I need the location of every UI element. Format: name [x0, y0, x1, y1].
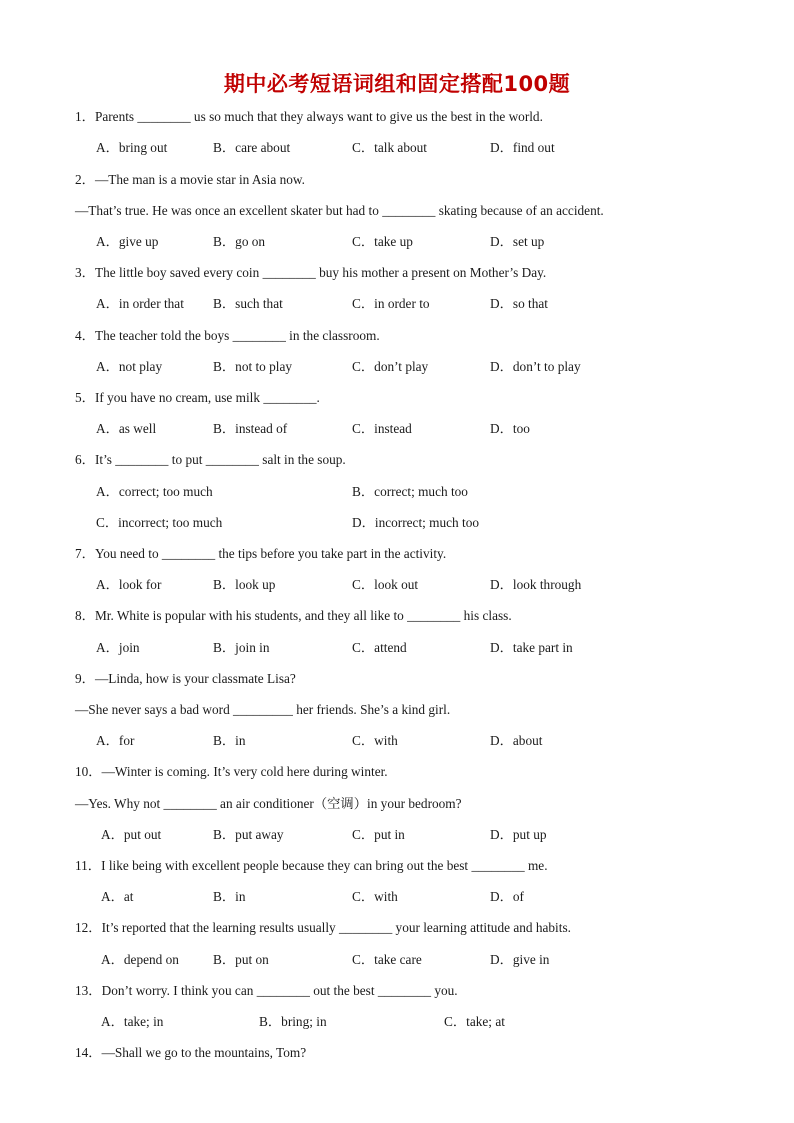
question-11-stem: 11．I like being with excellent people because they can bring out the best ________ me.	[75, 858, 548, 873]
question-1-option-a[interactable]: A．bring out	[96, 140, 168, 155]
question-12-option-d[interactable]: D．give in	[490, 952, 550, 967]
question-4-option-d[interactable]: D．don’t to play	[490, 359, 581, 374]
question-5-stem: 5．If you have no cream, use milk ________.	[75, 390, 320, 405]
question-10-option-d[interactable]: D．put up	[490, 827, 547, 842]
question-2-dialogue: —That’s true. He was once an excellent skater but had to ________ skating because of an accident.	[75, 203, 604, 218]
question-8-option-b[interactable]: B．join in	[213, 640, 270, 655]
question-6-option-b[interactable]: B．correct; much too	[352, 484, 468, 499]
question-14-stem: 14．—Shall we go to the mountains, Tom?	[75, 1045, 307, 1060]
question-3-option-a[interactable]: A．in order that	[96, 296, 184, 311]
question-6-option-c[interactable]: C．incorrect; too much	[96, 515, 223, 530]
question-10-dialogue: —Yes. Why not ________ an air conditioner（空调）in your bedroom?	[75, 796, 462, 811]
question-7-option-b[interactable]: B．look up	[213, 577, 276, 592]
question-12-option-c[interactable]: C．take care	[352, 952, 422, 967]
question-9-option-b[interactable]: B．in	[213, 733, 246, 748]
question-7-option-d[interactable]: D．look through	[490, 577, 582, 592]
page-title: 期中必考短语词组和固定搭配100题	[223, 72, 571, 96]
question-9-option-c[interactable]: C．with	[352, 733, 398, 748]
question-7-stem: 7．You need to ________ the tips before you take part in the activity.	[75, 546, 447, 561]
question-1-option-b[interactable]: B．care about	[213, 140, 291, 155]
question-6-option-d[interactable]: D．incorrect; much too	[352, 515, 480, 530]
question-2-stem: 2．—The man is a movie star in Asia now.	[75, 172, 305, 187]
question-1-option-c[interactable]: C．talk about	[352, 140, 427, 155]
question-1-stem: 1．Parents ________ us so much that they always want to give us the best in the world.	[75, 109, 543, 124]
question-13-stem: 13．Don’t worry. I think you can ________ out the best ________ you.	[75, 983, 458, 998]
question-9-option-a[interactable]: A．for	[96, 733, 135, 748]
question-13-option-a[interactable]: A．take; in	[101, 1014, 164, 1029]
question-7-option-a[interactable]: A．look for	[96, 577, 162, 592]
question-12-option-a[interactable]: A．depend on	[101, 952, 179, 967]
question-4-option-a[interactable]: A．not play	[96, 359, 163, 374]
question-13-option-c[interactable]: C．take; at	[444, 1014, 505, 1029]
question-5-option-d[interactable]: D．too	[490, 421, 530, 436]
question-9-stem: 9．—Linda, how is your classmate Lisa?	[75, 671, 296, 686]
question-4-option-c[interactable]: C．don’t play	[352, 359, 429, 374]
question-3-option-d[interactable]: D．so that	[490, 296, 548, 311]
question-4-stem: 4．The teacher told the boys ________ in the classroom.	[75, 328, 380, 343]
question-2-option-d[interactable]: D．set up	[490, 234, 545, 249]
question-8-option-d[interactable]: D．take part in	[490, 640, 573, 655]
question-6-option-a[interactable]: A．correct; too much	[96, 484, 213, 499]
question-12-option-b[interactable]: B．put on	[213, 952, 269, 967]
question-12-stem: 12．It’s reported that the learning results usually ________ your learning attitude and habits.	[75, 920, 571, 935]
question-10-option-c[interactable]: C．put in	[352, 827, 405, 842]
question-8-option-a[interactable]: A．join	[96, 640, 140, 655]
question-11-option-b[interactable]: B．in	[213, 889, 246, 904]
question-7-option-c[interactable]: C．look out	[352, 577, 419, 592]
question-11-option-a[interactable]: A．at	[101, 889, 134, 904]
question-5-option-a[interactable]: A．as well	[96, 421, 157, 436]
question-3-option-c[interactable]: C．in order to	[352, 296, 430, 311]
question-9-option-d[interactable]: D．about	[490, 733, 543, 748]
question-10-option-a[interactable]: A．put out	[101, 827, 162, 842]
question-11-option-c[interactable]: C．with	[352, 889, 398, 904]
question-8-option-c[interactable]: C．attend	[352, 640, 407, 655]
question-13-option-b[interactable]: B．bring; in	[259, 1014, 327, 1029]
question-5-option-c[interactable]: C．instead	[352, 421, 412, 436]
question-3-stem: 3．The little boy saved every coin ________ buy his mother a present on Mother’s Day.	[75, 265, 547, 280]
question-2-option-c[interactable]: C．take up	[352, 234, 413, 249]
question-10-stem: 10．—Winter is coming. It’s very cold here during winter.	[75, 764, 388, 779]
question-2-option-a[interactable]: A．give up	[96, 234, 159, 249]
question-9-dialogue: —She never says a bad word _________ her friends. She’s a kind girl.	[75, 702, 451, 717]
question-2-option-b[interactable]: B．go on	[213, 234, 266, 249]
question-3-option-b[interactable]: B．such that	[213, 296, 283, 311]
question-10-option-b[interactable]: B．put away	[213, 827, 284, 842]
question-4-option-b[interactable]: B．not to play	[213, 359, 293, 374]
question-6-stem: 6．It’s ________ to put ________ salt in the soup.	[75, 452, 346, 467]
question-11-option-d[interactable]: D．of	[490, 889, 524, 904]
question-5-option-b[interactable]: B．instead of	[213, 421, 288, 436]
question-1-option-d[interactable]: D．find out	[490, 140, 555, 155]
question-8-stem: 8．Mr. White is popular with his students, and they all like to ________ his class.	[75, 608, 512, 623]
